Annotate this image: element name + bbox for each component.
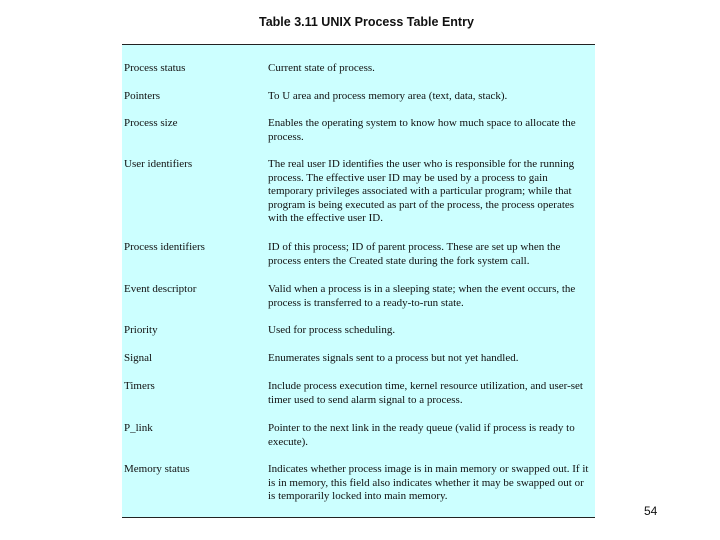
row-label: Pointers [124,90,161,102]
row-description: Valid when a process is in a sleeping state; when the event occurs, the process is transferred to a ready-to-run state. [268,283,576,309]
row-label: Memory status [124,463,190,475]
row-description: ID of this process; ID of parent process. These are set up when the process enters the Created state during the fork system call. [268,241,561,267]
row-description: Pointer to the next link in the ready queue (valid if process is ready to execute). [268,422,575,448]
row-description: Enables the operating system to know how much space to allocate the process. [268,117,576,143]
row-description: Include process execution time, kernel resource utilization, and user-set timer used to send alarm signal to a process. [268,380,583,406]
process-table [122,44,595,518]
row-label: Process status [124,62,186,74]
row-label: P_link [124,422,153,434]
row-label: Process identifiers [124,241,205,253]
row-label: Signal [124,352,153,364]
table-title: Table 3.11 UNIX Process Table Entry [259,15,474,29]
row-label: Process size [124,117,178,129]
row-label: Timers [124,380,155,392]
row-label: Event descriptor [124,283,197,295]
row-label: Priority [124,324,158,336]
row-label: User identifiers [124,158,193,170]
row-description: Used for process scheduling. [268,324,396,336]
row-description: To U area and process memory area (text, data, stack). [268,90,508,102]
row-description: Current state of process. [268,62,375,74]
row-description: Enumerates signals sent to a process but not yet handled. [268,352,519,364]
row-description: Indicates whether process image is in main memory or swapped out. If it is in memory, this field also indicates whether it may be swapped out or is temporarily locked into main memory. [268,463,589,502]
row-description: The real user ID identifies the user who is responsible for the running process. The effective user ID may be used by a process to gain temporary privileges associated with a particular program; while that program is being executed as part of the process, the process operates with the effective user ID. [268,158,575,224]
page-number: 54 [644,504,658,518]
